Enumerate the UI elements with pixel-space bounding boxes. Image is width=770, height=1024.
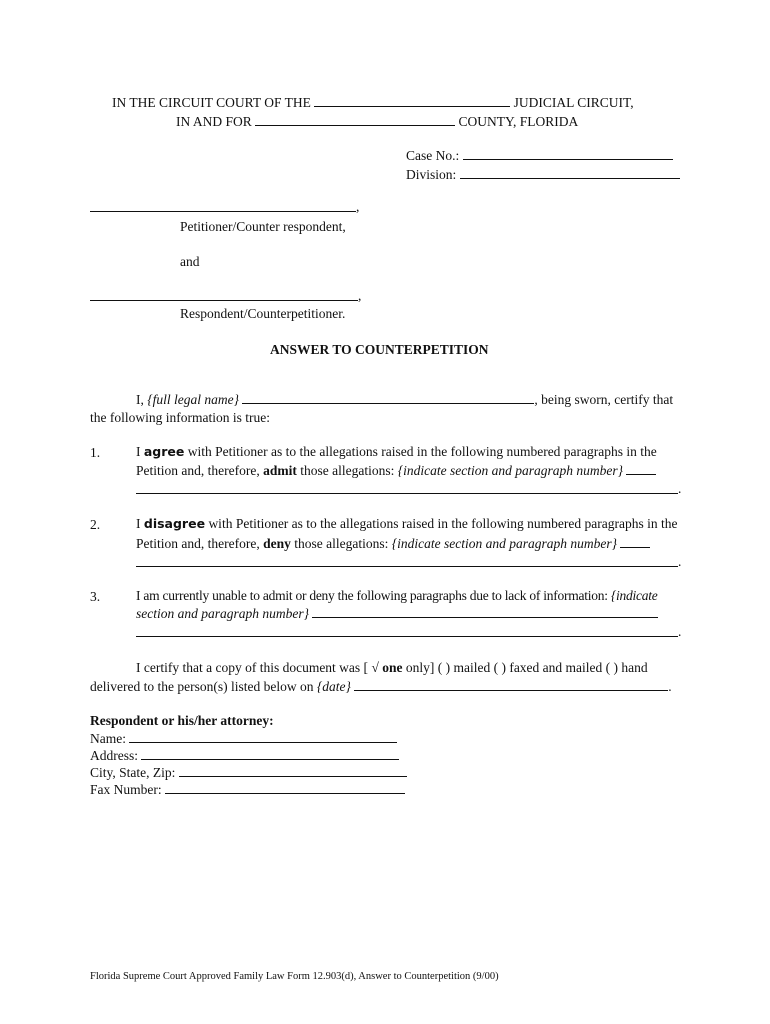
full-name-hint: {full legal name} [147,392,240,407]
form-footer: Florida Supreme Court Approved Family Law Form 12.903(d), Answer to Counterpetition (9/00) [90,971,499,982]
item-1-number: 1. [90,445,101,460]
full-legal-name-field[interactable] [242,391,534,404]
fax-row [90,781,405,798]
item-2-disagree: disagree [143,516,206,531]
item-2-number: 2. [90,517,101,532]
item-2-l1-pre: I [136,516,141,531]
respondent-label: Respondent/Counterpetitioner. [180,306,346,321]
item-3-text: I am currently unable to admit or deny the following paragraphs due to lack of information: [136,588,608,603]
item-1-short-field[interactable] [626,462,656,475]
certify-options[interactable]: only] ( ) mailed ( ) faxed and mailed ( ) hand [405,660,648,675]
item-3-long-field[interactable] [136,636,678,637]
item-3-number: 3. [90,589,101,604]
court-header-line2 [176,113,578,130]
city-field[interactable] [179,764,407,777]
division-row [406,166,680,183]
item-2-long-field[interactable] [136,566,678,567]
checkmark-icon: √ [371,660,379,675]
item-2-line2 [136,535,650,552]
item-2-l2-post: those allegations: [294,536,389,551]
certify-period: . [668,679,672,694]
name-row [90,730,397,747]
item-1-l2-post: those allegations: [300,463,395,478]
intro-line2: the following information is true: [90,410,270,425]
item-1-admit: admit [263,463,297,478]
item-2-short-field[interactable] [620,535,650,548]
certify-prefix: I certify that a copy of this document was [ [136,660,369,675]
item-1-l2-pre: Petition and, therefore, [136,463,260,478]
item-1-period: . [678,481,682,496]
item-1-line2 [136,462,656,479]
certify-line1 [136,659,648,676]
item-3-short-field[interactable] [312,605,658,618]
fax-label: Fax Number: [90,782,162,797]
item-1-l1-pre: I [136,444,141,459]
division-label: Division: [406,167,457,182]
respondent-name-field[interactable] [90,300,358,301]
and-label: and [180,254,200,269]
respondent-heading: Respondent or his/her attorney: [90,713,274,728]
division-field[interactable] [460,166,680,179]
city-label: City, State, Zip: [90,765,176,780]
address-label: Address: [90,748,138,763]
address-field[interactable] [141,747,399,760]
intro-line1 [136,391,673,408]
court-header-suffix: JUDICIAL CIRCUIT, [513,95,634,110]
county-prefix: IN AND FOR [176,114,252,129]
item-1-hint: {indicate section and paragraph number} [397,463,623,478]
address-row [90,747,399,764]
intro-suffix: , being sworn, certify that [534,392,674,407]
county-suffix: COUNTY, FLORIDA [458,114,579,129]
form-title: ANSWER TO COUNTERPETITION [270,342,489,357]
certify-l2-pre: delivered to the person(s) listed below on [90,679,314,694]
item-3-period: . [678,624,682,639]
date-hint: {date} [316,679,351,694]
county-field[interactable] [255,113,455,126]
item-2-deny: deny [263,536,291,551]
item-3-line2 [136,605,658,622]
name-field[interactable] [129,730,397,743]
name-label: Name: [90,731,126,746]
court-header-line1 [112,94,634,111]
case-number-field[interactable] [463,147,673,160]
item-2-period: . [678,554,682,569]
certify-line2 [90,678,672,695]
item-2-line1 [136,515,677,532]
date-field[interactable] [354,678,668,691]
petitioner-name-field[interactable] [90,211,356,212]
petitioner-comma: , [356,199,360,214]
intro-prefix: I, [136,392,144,407]
item-3-hint-b: section and paragraph number} [136,606,310,621]
item-1-line1 [136,443,657,460]
item-2-hint: {indicate section and paragraph number} [391,536,617,551]
certify-one: one [382,660,403,675]
item-3-line1 [136,587,658,604]
city-row [90,764,407,781]
item-2-l2-pre: Petition and, therefore, [136,536,260,551]
court-header-prefix: IN THE CIRCUIT COURT OF THE [112,95,311,110]
item-1-l1-post: with Petitioner as to the allegations raised in the following numbered paragraphs in the [187,444,657,459]
respondent-comma: , [358,288,362,303]
case-number-label: Case No.: [406,148,460,163]
item-1-agree: agree [143,444,185,459]
petitioner-label: Petitioner/Counter respondent, [180,219,346,234]
judicial-circuit-field[interactable] [314,94,510,107]
item-3-hint-a: {indicate [610,588,658,603]
case-number-row [406,147,673,164]
fax-field[interactable] [165,781,405,794]
item-2-l1-post: with Petitioner as to the allegations raised in the following numbered paragraphs in the [208,516,678,531]
item-1-long-field[interactable] [136,493,678,494]
